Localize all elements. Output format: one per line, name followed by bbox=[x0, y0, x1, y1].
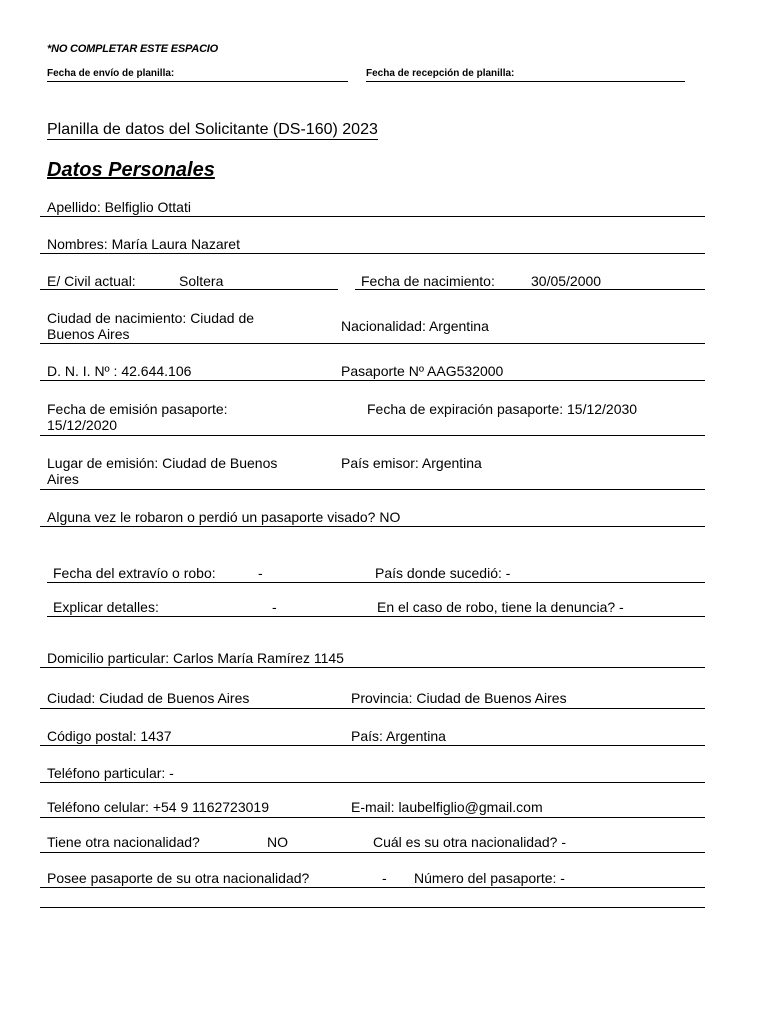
row-divider bbox=[40, 817, 705, 818]
telefono-particular-field: Teléfono particular: - bbox=[47, 765, 174, 781]
row-divider bbox=[47, 582, 705, 583]
row-divider bbox=[47, 616, 705, 617]
row-divider bbox=[40, 852, 705, 853]
fecha-envio-rule bbox=[47, 81, 348, 82]
row-divider bbox=[355, 289, 705, 290]
row-divider bbox=[40, 380, 705, 381]
row-divider bbox=[40, 489, 705, 490]
form-title: Planilla de datos del Solicitante (DS-160) 2023 bbox=[47, 121, 378, 138]
row-divider bbox=[40, 907, 705, 908]
do-not-complete-note: *NO COMPLETAR ESTE ESPACIO bbox=[47, 43, 219, 55]
row-divider bbox=[40, 745, 705, 746]
fecha-recepcion-label: Fecha de recepción de planilla: bbox=[366, 68, 515, 79]
fecha-extravio-value: - bbox=[258, 565, 263, 581]
row-divider bbox=[40, 887, 705, 888]
fecha-envio-label: Fecha de envío de planilla: bbox=[47, 68, 175, 79]
cual-nacionalidad-field: Cuál es su otra nacionalidad? - bbox=[373, 834, 567, 850]
pasaporte-robado-question: Alguna vez le robaron o perdió un pasaporte visado? NO bbox=[47, 509, 401, 525]
lugar-emision-line1: Lugar de emisión: Ciudad de Buenos bbox=[47, 455, 278, 471]
pais-emisor-field: País emisor: Argentina bbox=[341, 455, 482, 471]
row-divider bbox=[40, 216, 705, 217]
provincia-field: Provincia: Ciudad de Buenos Aires bbox=[351, 690, 567, 706]
fecha-extravio-label: Fecha del extravío o robo: bbox=[53, 565, 216, 581]
ciudad-nacimiento-line2: Buenos Aires bbox=[47, 326, 130, 342]
pasaporte-field: Pasaporte Nº AAG532000 bbox=[341, 363, 504, 379]
fecha-emision-value: 15/12/2020 bbox=[47, 417, 118, 433]
otra-nacionalidad-label: Tiene otra nacionalidad? bbox=[47, 834, 200, 850]
fecha-emision-label: Fecha de emisión pasaporte: bbox=[47, 401, 228, 417]
row-divider bbox=[40, 253, 705, 254]
nombres-field: Nombres: María Laura Nazaret bbox=[47, 236, 240, 252]
fecha-recepcion-rule bbox=[366, 81, 685, 82]
apellido-field: Apellido: Belfiglio Ottati bbox=[47, 199, 191, 215]
estado-civil-label: E/ Civil actual: bbox=[47, 273, 136, 289]
row-divider bbox=[40, 526, 705, 527]
ciudad-field: Ciudad: Ciudad de Buenos Aires bbox=[47, 690, 250, 706]
row-divider bbox=[40, 782, 705, 783]
numero-pasaporte-field: Número del pasaporte: - bbox=[414, 870, 565, 886]
ciudad-nacimiento-line1: Ciudad de nacimiento: Ciudad de bbox=[47, 310, 255, 326]
fecha-expiracion-field: Fecha de expiración pasaporte: 15/12/2030 bbox=[367, 401, 638, 417]
estado-civil-value: Soltera bbox=[179, 273, 224, 289]
fecha-envio-field bbox=[47, 68, 348, 82]
row-divider bbox=[40, 343, 705, 344]
explicar-detalles-value: - bbox=[272, 599, 277, 615]
codigo-postal-field: Código postal: 1437 bbox=[47, 728, 172, 744]
telefono-celular-field: Teléfono celular: +54 9 1162723019 bbox=[47, 799, 269, 815]
explicar-detalles-label: Explicar detalles: bbox=[53, 599, 159, 615]
row-divider bbox=[40, 289, 338, 290]
fecha-recepcion-field bbox=[366, 68, 685, 82]
pasaporte-otra-nacionalidad-label: Posee pasaporte de su otra nacionalidad? bbox=[47, 870, 310, 886]
otra-nacionalidad-value: NO bbox=[267, 834, 288, 850]
pais-sucedio-field: País donde sucedió: - bbox=[375, 565, 511, 581]
dni-field: D. N. I. Nº : 42.644.106 bbox=[47, 363, 192, 379]
row-divider bbox=[40, 667, 705, 668]
fecha-nacimiento-value: 30/05/2000 bbox=[531, 273, 602, 289]
row-divider bbox=[40, 435, 705, 436]
denuncia-field: En el caso de robo, tiene la denuncia? - bbox=[377, 599, 624, 615]
email-field: E-mail: laubelfiglio@gmail.com bbox=[351, 799, 543, 815]
fecha-nacimiento-label: Fecha de nacimiento: bbox=[361, 273, 495, 289]
pasaporte-otra-nacionalidad-value: - bbox=[382, 870, 387, 886]
section-heading: Datos Personales bbox=[47, 159, 215, 181]
row-divider bbox=[40, 708, 705, 709]
lugar-emision-line2: Aires bbox=[47, 471, 79, 487]
nacionalidad-field: Nacionalidad: Argentina bbox=[341, 318, 489, 334]
pais-field: País: Argentina bbox=[351, 728, 446, 744]
domicilio-field: Domicilio particular: Carlos María Ramírez 1145 bbox=[47, 650, 344, 666]
